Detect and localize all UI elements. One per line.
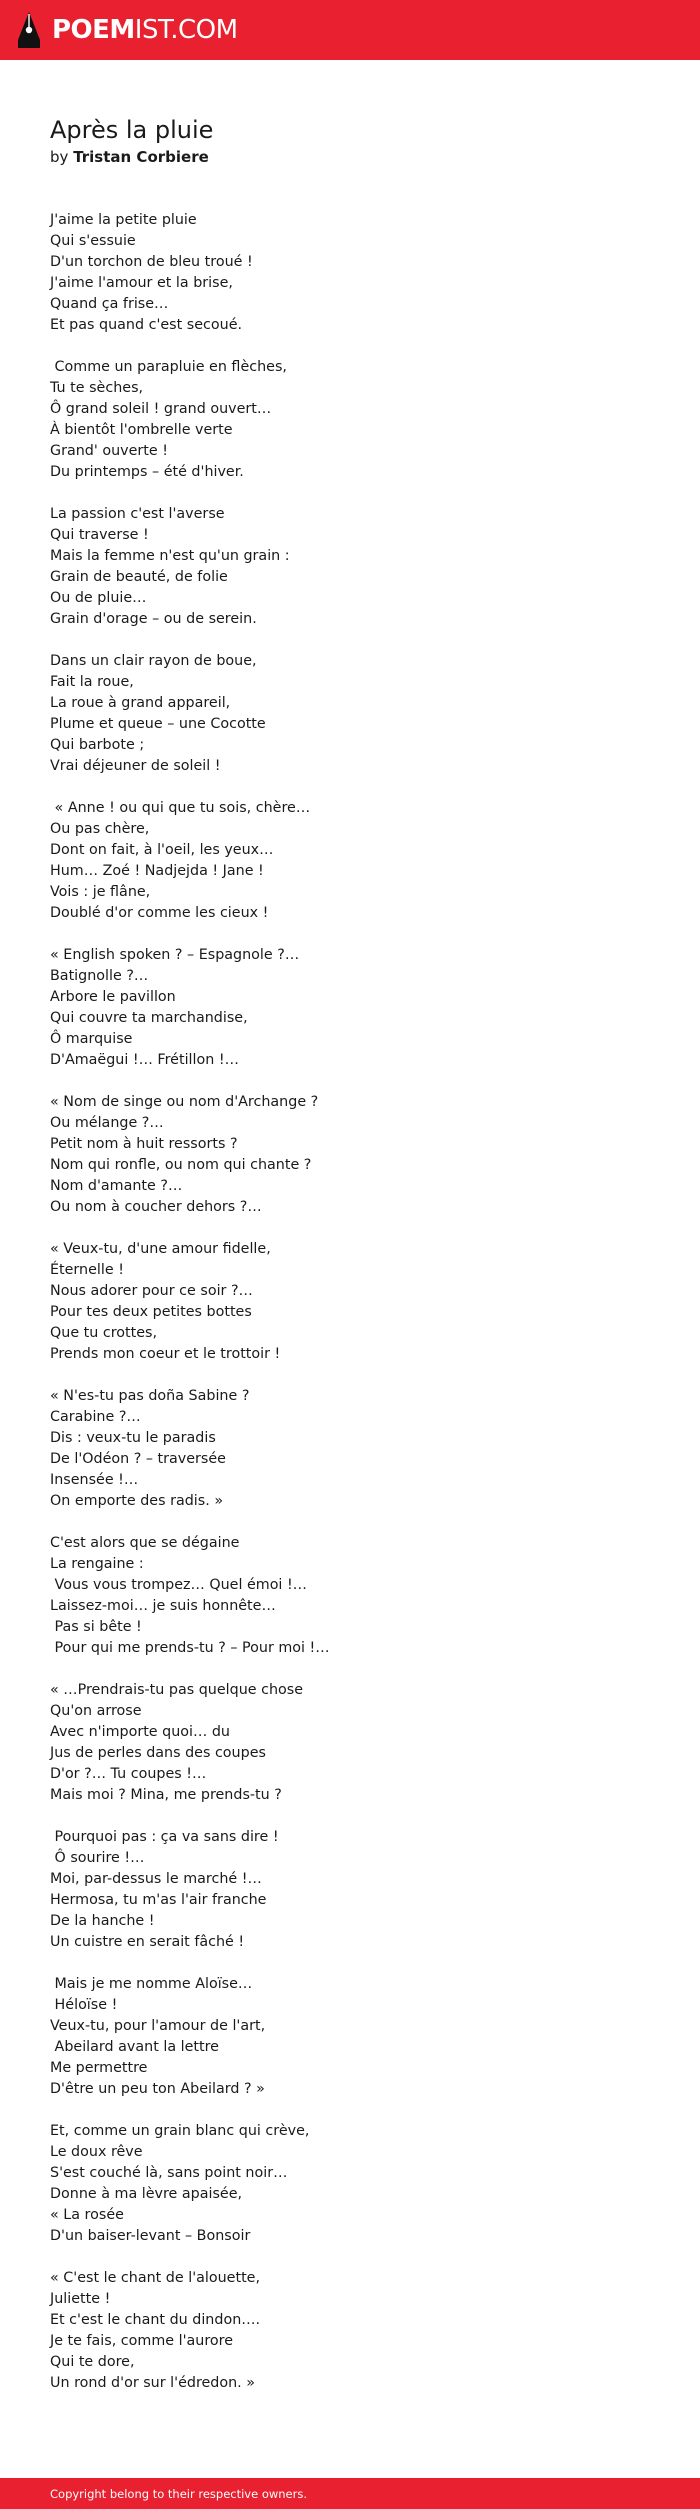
byline-prefix: by [50,148,69,166]
poem-line: Laissez-moi… je suis honnête… [50,1598,276,1614]
poem-line: Et pas quand c'est secoué. [50,317,243,333]
poem-stanza [50,210,650,336]
poem-line: Donne à ma lèvre apaisée, [50,2186,243,2202]
poem-stanza [50,1680,650,1806]
poem-line: Avec n'importe quoi… du [50,1724,230,1740]
poem-line: D'un baiser-levant – Bonsoir [50,2228,251,2244]
poem-line: Nom d'amante ?… [50,1178,183,1194]
poem-line: « Nom de singe ou nom d'Archange ? [50,1094,319,1110]
poem-line: Grand' ouverte ! [50,443,168,459]
poem-line: Grain de beauté, de folie [50,569,228,585]
poem-line: Arbore le pavillon [50,989,176,1005]
poem-line: La passion c'est l'averse [50,506,225,522]
poem-line: Nom qui ronfle, ou nom qui chante ? [50,1157,312,1173]
logo-light-text: IST.COM [134,15,238,45]
poem-line: Petit nom à huit ressorts ? [50,1136,238,1152]
poem-line: Pourquoi pas : ça va sans dire ! [50,1829,279,1845]
poem-line: La rengaine : [50,1556,144,1572]
poem-line: Doublé d'or comme les cieux ! [50,905,269,921]
poem-stanza [50,1974,650,2100]
poem-line: Hum… Zoé ! Nadjejda ! Jane ! [50,863,264,879]
poem-line: Du printemps – été d'hiver. [50,464,244,480]
logo-bold-text: POEM [52,15,135,45]
poem-line: « English spoken ? – Espagnole ?… [50,947,300,963]
poem-line: Plume et queue – une Cocotte [50,716,266,732]
poem-line: Fait la roue, [50,674,134,690]
poem-line: Vous vous trompez… Quel émoi !… [50,1577,307,1593]
poem-stanza [50,504,650,630]
poem-stanza [50,1092,650,1218]
poem-line: « …Prendrais-tu pas quelque chose [50,1682,304,1698]
poem-line: À bientôt l'ombrelle verte [50,422,233,438]
poem-line: Vois : je flâne, [50,884,151,900]
poem-title: Après la pluie [50,116,214,144]
poem-line: D'un torchon de bleu troué ! [50,254,253,270]
poem-line: Et, comme un grain blanc qui crève, [50,2123,310,2139]
poem-line: S'est couché là, sans point noir… [50,2165,288,2181]
site-footer [0,2478,700,2509]
poem-line: La roue à grand appareil, [50,695,231,711]
poem-line: Dont on fait, à l'oeil, les yeux… [50,842,274,858]
poem-line: Qui couvre ta marchandise, [50,1010,248,1026]
poem-line: Insensée !… [50,1472,139,1488]
poem-line: Mais je me nomme Aloïse… [50,1976,253,1992]
poem-line: Ou nom à coucher dehors ?… [50,1199,262,1215]
poem-stanza [50,2268,650,2394]
poem-line: Qu'on arrose [50,1703,142,1719]
poem-line: « N'es-tu pas doña Sabine ? [50,1388,250,1404]
poem-line: Héloïse ! [50,1997,118,2013]
poem-line: Moi, par-dessus le marché !… [50,1871,262,1887]
poem-line: Le doux rêve [50,2144,143,2160]
poem-line: Abeilard avant la lettre [50,2039,219,2055]
poem-line: Juliette ! [50,2291,111,2307]
poem-line: Tu te sèches, [50,380,144,396]
poem-line: « Anne ! ou qui que tu sois, chère… [50,800,311,816]
poem-stanza [50,357,650,483]
poem-line: Je te fais, comme l'aurore [50,2333,234,2349]
poem-line: Ou mélange ?… [50,1115,164,1131]
poem-byline [50,146,650,168]
poem-line: Batignolle ?… [50,968,149,984]
poem-line: Veux-tu, pour l'amour de l'art, [50,2018,266,2034]
poem-line: Hermosa, tu m'as l'air franche [50,1892,267,1908]
poem-line: Qui traverse ! [50,527,149,543]
poem-line: Qui te dore, [50,2354,135,2370]
poem-body [50,210,650,2394]
poem-stanza [50,1239,650,1365]
poem-line: Éternelle ! [50,1262,124,1278]
poem-line: Mais moi ? Mina, me prends-tu ? [50,1787,282,1803]
poem-line: D'Amaëgui !… Frétillon !… [50,1052,239,1068]
poem-line: J'aime l'amour et la brise, [50,275,233,291]
poem-line: Un cuistre en serait fâché ! [50,1934,245,1950]
poem-line: Que tu crottes, [50,1325,158,1341]
poem-stanza [50,798,650,924]
poem-line: Jus de perles dans des coupes [50,1745,266,1761]
poem-line: On emporte des radis. » [50,1493,224,1509]
poem-line: Carabine ?… [50,1409,141,1425]
poem-line: Un rond d'or sur l'édredon. » [50,2375,256,2391]
poem-line: Ou pas chère, [50,821,150,837]
poem-line: Me permettre [50,2060,148,2076]
site-header [0,0,700,60]
poem-line: « C'est le chant de l'alouette, [50,2270,261,2286]
poem-line: Dis : veux-tu le paradis [50,1430,216,1446]
poem-line: Ô marquise [50,1031,133,1047]
poem-line: Nous adorer pour ce soir ?… [50,1283,253,1299]
poem-line: Ô grand soleil ! grand ouvert… [50,401,272,417]
poem-stanza [50,2121,650,2247]
copyright-text: Copyright belong to their respective owners. [50,2486,308,2501]
poem-line: De la hanche ! [50,1913,155,1929]
author-link[interactable]: Tristan Corbiere [73,148,209,166]
poem-line: De l'Odéon ? – traversée [50,1451,226,1467]
poem-line: Pour tes deux petites bottes [50,1304,252,1320]
poem-line: Et c'est le chant du dindon…. [50,2312,261,2328]
poem-line: D'or ?… Tu coupes !… [50,1766,207,1782]
poem-line: Qui s'essuie [50,233,136,249]
poem-line: Ô sourire !… [50,1850,145,1866]
poem-stanza [50,651,650,777]
poem-line: « La rosée [50,2207,124,2223]
poem-line: Dans un clair rayon de boue, [50,653,257,669]
poem-line: Comme un parapluie en flèches, [50,359,287,375]
poem-line: Prends mon coeur et le trottoir ! [50,1346,281,1362]
poem-stanza [50,1533,650,1659]
poem-line: C'est alors que se dégaine [50,1535,240,1551]
poem-stanza [50,945,650,1071]
poem-line: Grain d'orage – ou de serein. [50,611,257,627]
poem-line: J'aime la petite pluie [50,212,197,228]
poem-line: « Veux-tu, d'une amour fidelle, [50,1241,271,1257]
poem-line: Pour qui me prends-tu ? – Pour moi !… [50,1640,330,1656]
site-logo[interactable] [52,17,238,43]
poem-stanza [50,1827,650,1953]
poem-line: Vrai déjeuner de soleil ! [50,758,221,774]
poem-line: Mais la femme n'est qu'un grain : [50,548,290,564]
poem-content [50,114,650,2415]
poem-line: Quand ça frise… [50,296,169,312]
poem-stanza [50,1386,650,1512]
poem-line: Ou de pluie… [50,590,147,606]
poem-line: D'être un peu ton Abeilard ? » [50,2081,265,2097]
poem-line: Pas si bête ! [50,1619,142,1635]
pen-nib-icon[interactable] [16,10,42,50]
poem-line: Qui barbote ; [50,737,145,753]
